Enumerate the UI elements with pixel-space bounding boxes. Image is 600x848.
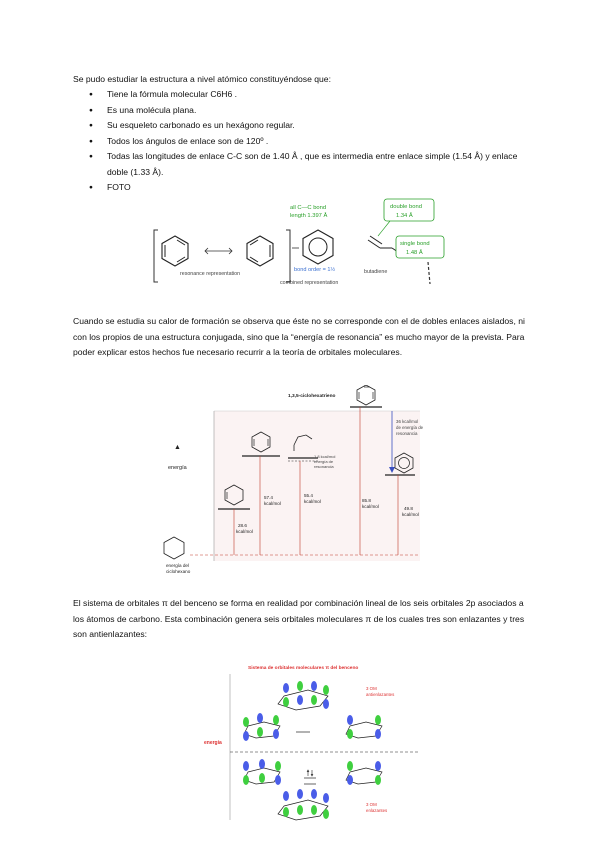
paragraph-orbitals: El sistema de orbitales π del benceno se forma en realidad por combinación lineal de los seis orbitales 2p asociados a los átomos de carbono. Esta combinación genera seis orbitales moleculares π de los cuales tres son enlazantes y tres son antienlazantes: [73, 598, 525, 639]
single-bond-label-1: single bond [400, 241, 430, 247]
bond-order-label: bond order = 1½ [294, 267, 336, 273]
baseline-label-2: ciclohexano [166, 569, 191, 574]
kekule-structure-1 [162, 236, 188, 266]
baseline-label-1: energía del [166, 563, 189, 568]
cyclohexane-structure [164, 537, 184, 559]
value-label-3: 55.4 [304, 493, 313, 498]
double-bond-label-1: double bond [390, 204, 422, 210]
butadiene-label: butadiene [364, 269, 388, 275]
list-item: ● Todos los ángulos de enlace son de 120º . [73, 134, 533, 150]
orbital-ring-top [278, 681, 329, 710]
list-item: ● Es una molécula plana. [73, 103, 533, 119]
combined-label: combined representation [280, 280, 339, 286]
electron-pair-icon [304, 770, 316, 784]
unit-label-4: kcal/mol [362, 504, 379, 509]
bonding-label-1: 3 OM [366, 802, 377, 807]
value-label-1: 28.6 [238, 523, 247, 528]
energy-axis-label: energía [168, 465, 187, 471]
cyclohexatriene-title: 1,3,5-ciclohexatrieno [288, 394, 336, 399]
resonance-note-2: de energía de [396, 425, 424, 430]
resonance-arrow-icon [205, 248, 232, 254]
benzene-resonance-figure [150, 196, 450, 296]
orbital-ring-bond-right [346, 761, 382, 785]
value-label-4: 85.8 [362, 498, 371, 503]
value-label-5: 49.8 [404, 506, 413, 511]
note-label-3: resonancia [314, 464, 334, 469]
intro-text: Se pudo estudiar la estructura a nivel atómico constituyéndose que: [73, 74, 331, 84]
bond-length-label-1: all C—C bond [290, 205, 327, 211]
orbital-ring-bottom [278, 789, 329, 820]
antibonding-label-2: antienlazantes [366, 692, 395, 697]
orbital-ring-anti-right [346, 715, 382, 739]
orbital-ring-bond-left [243, 759, 281, 785]
single-bond-label-2: 1.48 Å [406, 250, 423, 256]
list-item: ● FOTO [73, 180, 533, 196]
unit-label-1: kcal/mol [236, 529, 253, 534]
antibonding-label-1: 3 OM [366, 686, 377, 691]
note-label-2: energía de [314, 459, 334, 464]
unit-label-3: kcal/mol [304, 499, 321, 504]
orbital-diagram-title: Sistema de orbitales moleculares π del benceno [248, 666, 359, 671]
hydrogenation-energy-diagram [160, 385, 425, 580]
pi-orbital-diagram [200, 660, 422, 830]
resonance-label: resonance representation [180, 271, 241, 277]
resonance-note-1: 36 kcal/mol [396, 419, 419, 424]
orbital-energy-label: energía [204, 740, 222, 746]
paragraph-resonance: Cuando se estudia su calor de formación se observa que éste no se corresponde con el de dobles enlaces aislados, ni con los propios de una estructura conjugada, sino que la “energía de resonancia” es mucho mayor de la prevista. Para poder explicar estos hechos fue necesario recurrir a la teoría de orbitales moleculares. [73, 316, 525, 357]
list-item: ● Todas las longitudes de enlace C-C son de 1.40 Å , que es intermedia entre enlace simple (1.54 Å) y enlace doble (1.33 Å). [73, 149, 533, 180]
double-bond-label-2: 1.34 Å [396, 213, 413, 219]
unit-label-2: kcal/mol [264, 501, 281, 506]
property-list [73, 87, 533, 196]
bond-length-label-2: length 1.397 Å [290, 213, 328, 219]
note-label-1: 1.8 kcal/mol [314, 454, 336, 459]
value-label-2: 57.4 [264, 495, 273, 500]
unit-label-5: kcal/mol [402, 512, 419, 517]
resonance-note-3: resonancia [396, 431, 418, 436]
list-item: ● Su esqueleto carbonado es un hexágono regular. [73, 118, 533, 134]
orbital-ring-anti-left [243, 713, 280, 741]
bonding-label-2: enlazantes [366, 808, 388, 813]
arrow-up-icon: ▲ [174, 444, 181, 451]
combined-structure [303, 230, 333, 264]
list-item: ● Tiene la fórmula molecular C6H6 . [73, 87, 533, 103]
kekule-structure-2 [247, 236, 273, 266]
